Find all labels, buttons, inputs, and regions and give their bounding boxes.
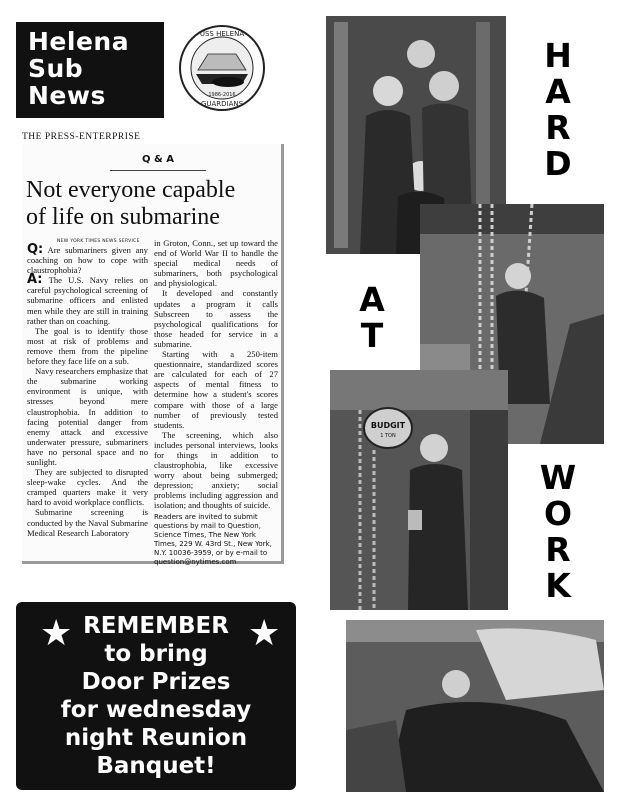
star-icon: ★ [248,613,281,654]
answer-paragraph-7: It developed and constantly updates a program it calls Subscreen to assess the psychological qualifications for those headed for service in a submarine. [154,288,278,349]
headline-line-2: of life on submarine [26,204,220,230]
big-word-letter: T [360,316,384,355]
masthead-line-3: News [28,81,106,110]
masthead-line-1: Helena [28,27,130,56]
question-paragraph [27,242,148,276]
door-prize-reminder [16,602,296,790]
budgit-hoist-photo [330,370,508,610]
answer-paragraph-2: The goal is to identify those most at risk of problems and remove them from the pipeline before they face life on a sub. [27,325,148,367]
big-word-letter: H [544,36,572,75]
byline: NEW YORK TIMES NEWS SERVICE [57,239,140,244]
reminder-line-4: for wednesday [60,697,252,723]
big-word-letter: K [545,566,571,605]
uss-helena-seal [178,24,266,112]
big-word-word3 [538,460,578,604]
big-word-word2 [352,282,392,354]
article-column-1 [27,242,148,538]
masthead-line-2: Sub [28,54,84,83]
big-word-letter: O [543,494,573,533]
reminder-line-1: REMEMBER [83,613,229,639]
answer-paragraph-3: Navy researchers emphasize that the submarine working environment is unique, with stresses beyond mere claustrophobia. In addition to facing potential danger from enemy attack and excessive underwater pressure, submariners have no personal space and no sunlight. [27,366,148,467]
answer-paragraph-1 [27,272,148,326]
bunk-sleeping-photo [346,620,604,792]
big-word-word1 [538,38,578,182]
seal-bottom-text: GUARDIANS [200,100,244,108]
q-label: Q: [27,242,44,257]
big-word-letter: A [359,280,385,319]
word-work [538,460,578,604]
reminder-line-5: night Reunion [64,725,248,751]
word-at [352,282,392,354]
qa-section-label: Q & A [142,154,174,165]
hoist-label-bottom: 1 TON [380,433,396,439]
reminder-line-6: Banquet! [96,753,216,779]
reminder-line-2: to bring [104,641,208,667]
seal-emblem [178,24,266,112]
article-column-2 [154,238,278,567]
publication-name: THE PRESS-ENTERPRISE [22,132,141,142]
word-hard [538,38,578,182]
answer-paragraph-9: The screening, which also includes personal interviews, looks for things in addition to claustrophobia, like excessive worry about being submerged; depression; anxiety; social problems including aggression and isolation; and thoughts of suicide. [154,429,278,511]
answer-paragraph-8: Starting with a 250-item questionnaire, standardized scores are calculated for each of 27 aspects of mental fitness to determine how a student's scores compare with those of a large number of previously tested students. [154,349,278,430]
big-word-letter: A [545,72,571,111]
answer-paragraph-5: Submarine screening is conducted by the Naval Submarine Medical Research Laboratory [27,507,148,538]
clipping-headline [26,177,282,231]
hoist-label-top: BUDGIT [370,421,406,430]
big-word-letter: R [545,530,571,569]
answer-paragraph-6: in Groton, Conn., set up toward the end of World War II to handle the special medical needs of submariners, both psychological and physiological. [154,238,278,289]
big-word-letter: D [544,144,572,183]
big-word-letter: W [539,458,577,497]
qa-rule [110,170,206,171]
a-label: A: [27,272,43,288]
reminder-line-3: Door Prizes [81,669,231,695]
seal-top-text: USS HELENA [199,30,245,38]
masthead [16,22,164,118]
big-word-letter: R [545,108,571,147]
headline-line-1: Not everyone capable [26,177,236,203]
answer-paragraph-4: They are subjected to disrupted sleep-wake cycles. And the cramped quarters make it very hard to avoid workplace conflicts. [27,467,148,508]
star-icon: ★ [40,613,73,654]
reader-note: Readers are invited to submit questions by mail to Question, Science Times, The New York Times, 229 W. 43rd St., New York, N.Y. 10036-3959, or by e-mail to question@nytimes.com [154,512,272,566]
seal-date: 1986-2016 [208,92,236,98]
question-text: Are submariners given any coaching on how to cope with claustrophobia? [27,245,148,276]
answer-text-1: The U.S. Navy relies on careful psychological screening of submarine officers and enlisted men while they are still in training rather than on coaching. [27,275,148,326]
